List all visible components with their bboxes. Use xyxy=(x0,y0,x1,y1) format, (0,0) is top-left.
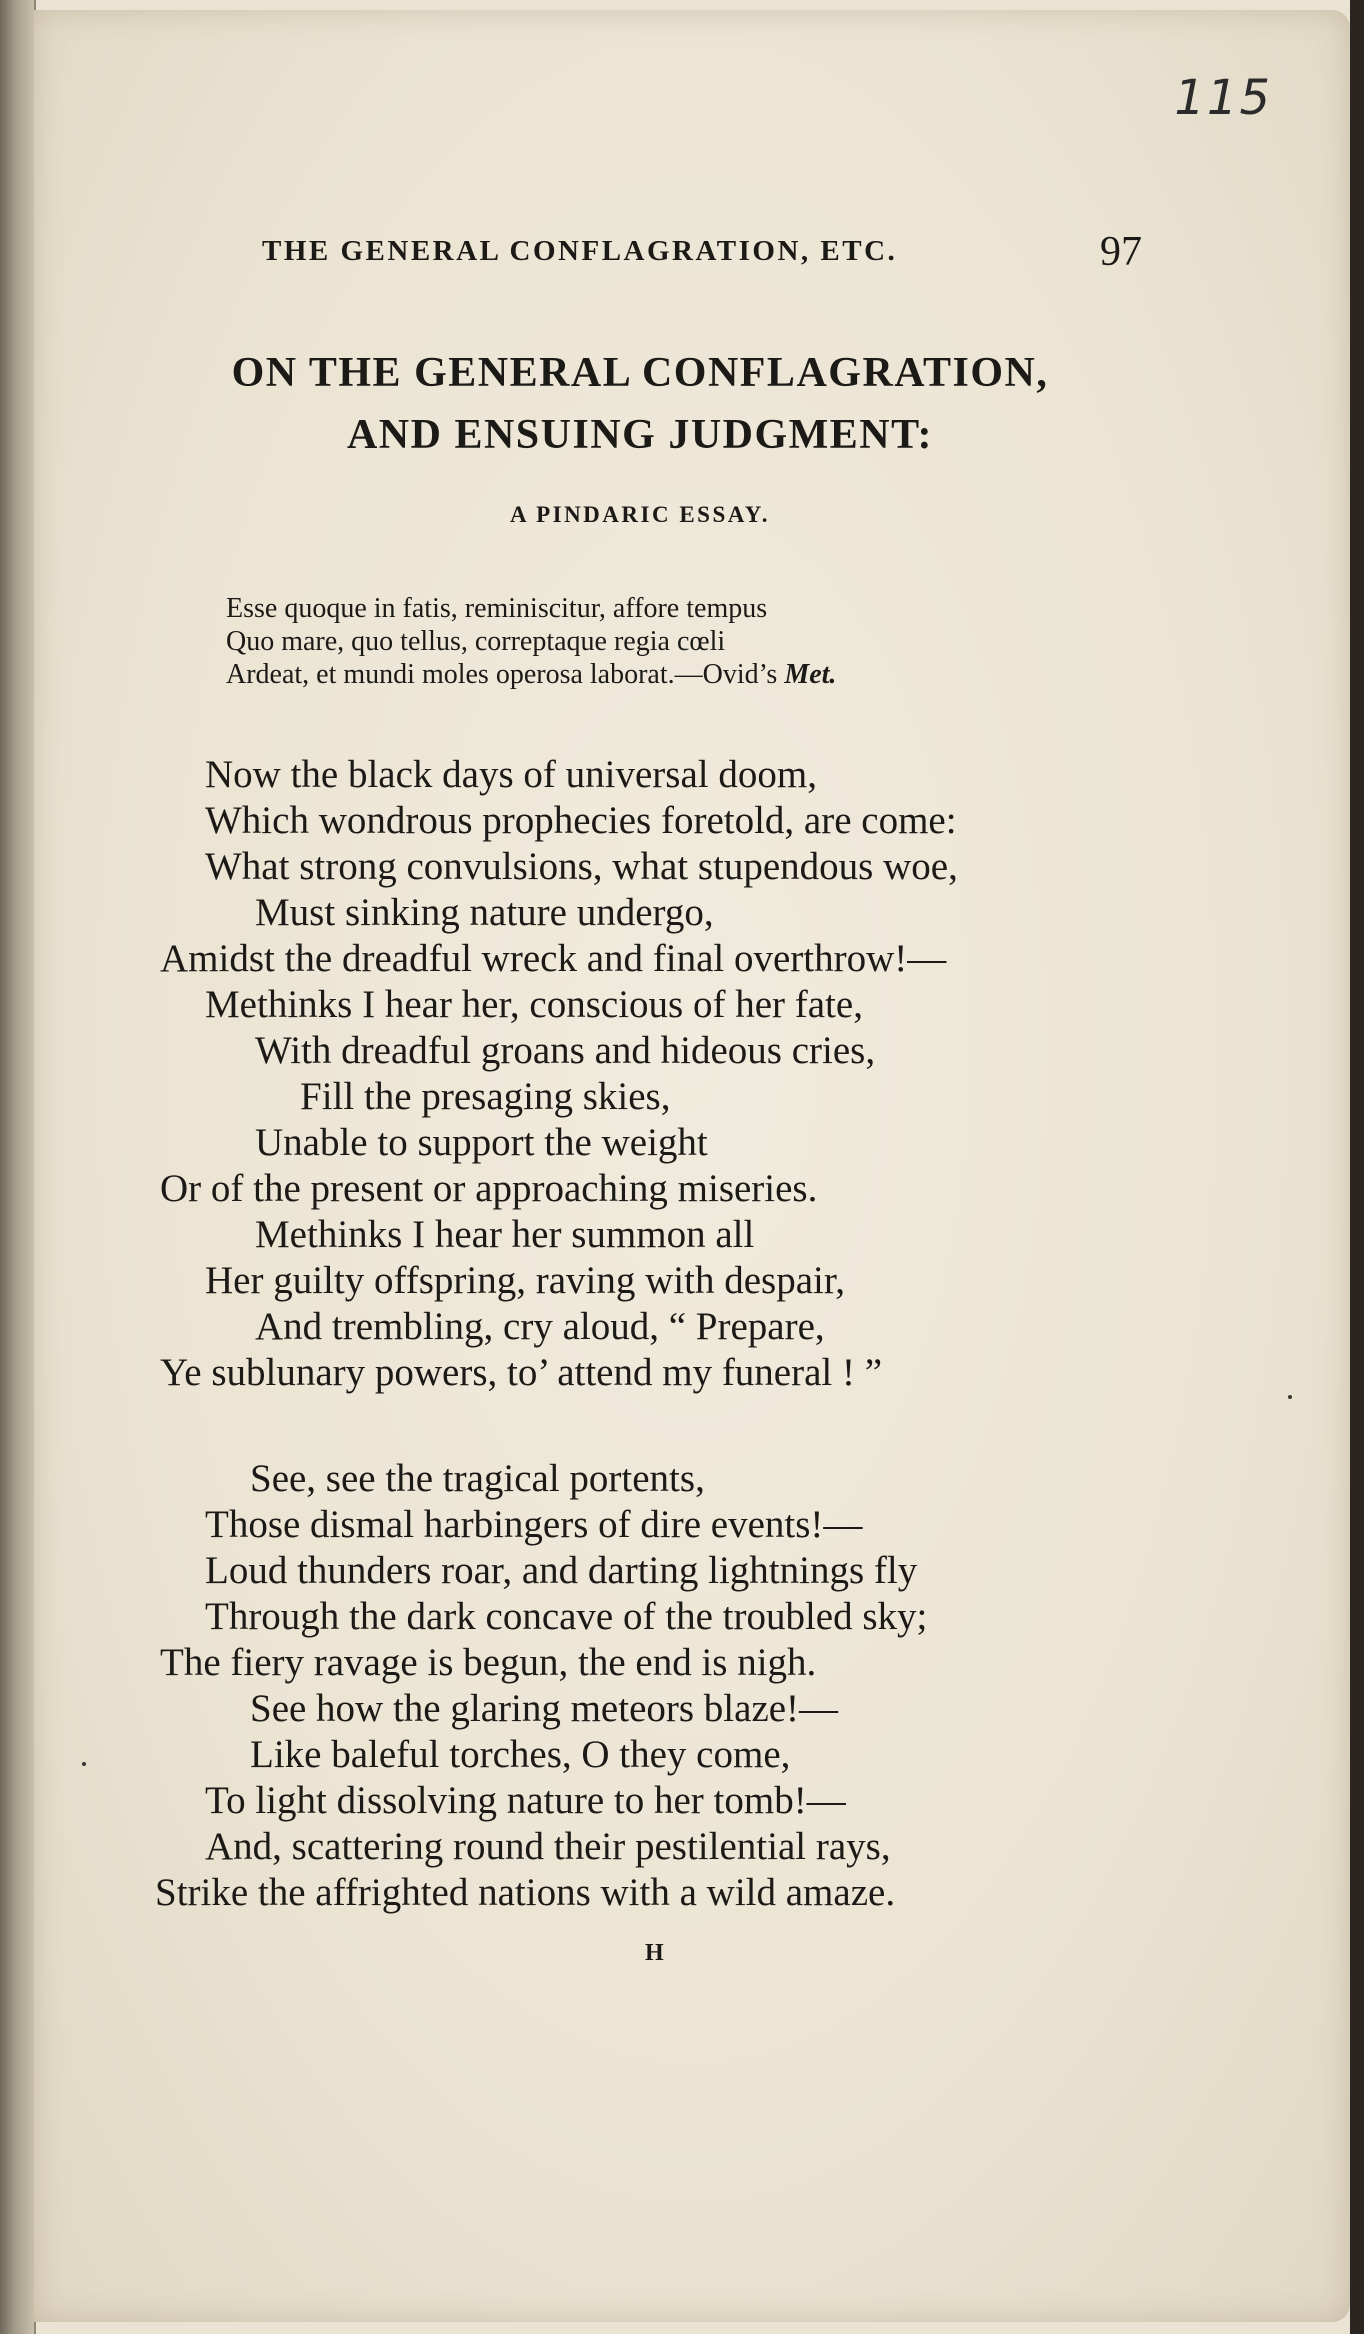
poem-title xyxy=(120,342,1160,466)
title-line-1: ON THE GENERAL CONFLAGRATION, xyxy=(231,350,1049,396)
stanza-2-line: Like baleful torches, O they come, xyxy=(250,1733,791,1776)
epigraph-line-3-text: Ardeat, et mundi moles operosa laborat.—Ovid’s xyxy=(226,659,778,690)
stanza-2-line: See how the glaring meteors blaze!— xyxy=(250,1687,839,1730)
stanza-1-line: What strong convulsions, what stupendous woe, xyxy=(205,845,958,888)
epigraph-line-2: Quo mare, quo tellus, correptaque regia cœli xyxy=(226,626,726,657)
stanza-1-line: Or of the present or approaching miseries. xyxy=(160,1167,818,1210)
stanza-2-line: Strike the affrighted nations with a wild amaze. xyxy=(155,1871,896,1914)
stanza-1-line: Methinks I hear her, conscious of her fate, xyxy=(205,983,863,1026)
epigraph xyxy=(226,592,1106,691)
paper-speck xyxy=(82,1762,86,1766)
stanza-2-line: The fiery ravage is begun, the end is nigh. xyxy=(160,1641,817,1684)
stanza-1-line: And trembling, cry aloud, “ Prepare, xyxy=(255,1305,825,1348)
stanza-1-line: Unable to support the weight xyxy=(255,1121,708,1164)
stanza-1-line: Fill the presaging skies, xyxy=(300,1075,671,1118)
stanza-1-line: Methinks I hear her summon all xyxy=(255,1213,755,1256)
stanza-1-line: Now the black days of universal doom, xyxy=(205,753,817,796)
epigraph-source: Met. xyxy=(784,659,837,690)
epigraph-line-1: Esse quoque in fatis, reminiscitur, affore tempus xyxy=(226,593,768,624)
stanza-1-line: Which wondrous prophecies foretold, are come: xyxy=(205,799,957,842)
stanza-1-line: With dreadful groans and hideous cries, xyxy=(255,1029,876,1072)
signature-mark: H xyxy=(645,1940,664,1966)
stanza-2-line: See, see the tragical portents, xyxy=(250,1457,705,1500)
stanza-2-line: Those dismal harbingers of dire events!— xyxy=(205,1503,863,1546)
stanza-2-line: And, scattering round their pestilential rays, xyxy=(205,1825,891,1868)
stanza-1-line: Her guilty offspring, raving with despair, xyxy=(205,1259,846,1302)
book-spine xyxy=(0,0,36,2334)
running-head: THE GENERAL CONFLAGRATION, ETC. xyxy=(262,235,898,267)
stanza-2-line: To light dissolving nature to her tomb!— xyxy=(205,1779,846,1822)
title-line-2: AND ENSUING JUDGMENT: xyxy=(346,412,934,458)
stanza-2-line: Through the dark concave of the troubled sky; xyxy=(205,1595,928,1638)
poem-subtitle: A PINDARIC ESSAY. xyxy=(509,502,770,527)
stanza-1-line: Amidst the dreadful wreck and final overthrow!— xyxy=(160,937,947,980)
epigraph-line-3 xyxy=(226,658,1106,691)
stanza-1-line: Ye sublunary powers, to’ attend my funeral ! ” xyxy=(160,1351,883,1394)
page-edge xyxy=(1350,0,1364,2334)
handwritten-folio: 115 xyxy=(1174,70,1272,126)
paper-speck xyxy=(1288,1395,1292,1399)
stanza-2-line: Loud thunders roar, and darting lightnings fly xyxy=(205,1549,918,1592)
stanza-1-line: Must sinking nature undergo, xyxy=(255,891,714,934)
page-number: 97 xyxy=(1100,229,1142,275)
